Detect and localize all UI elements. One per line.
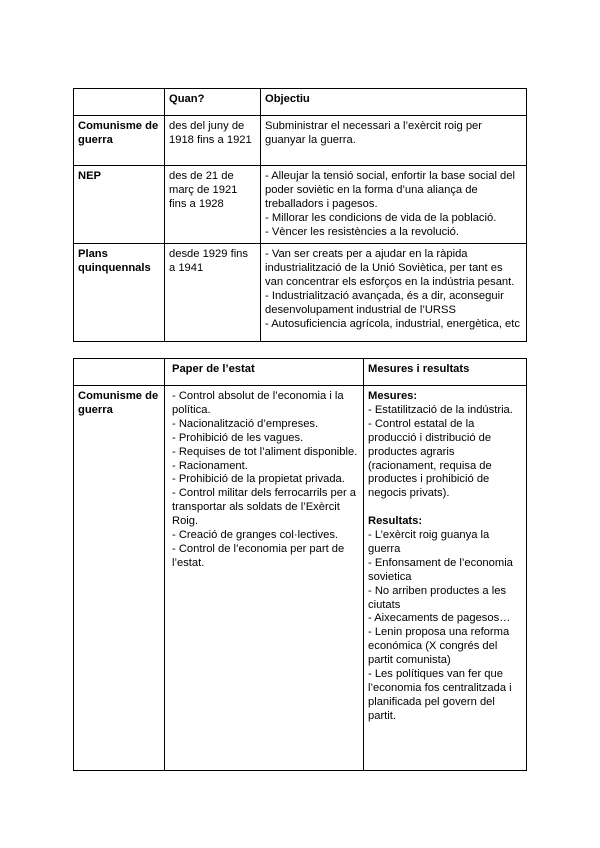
objective-line: - Millorar les condicions de vida de la població. [265, 211, 497, 224]
row-when: des de 21 de març de 1921 fins a 1928 [165, 166, 261, 244]
results-title: Resultats: [368, 515, 423, 528]
table-header-row [74, 359, 527, 386]
table-periods [73, 88, 527, 342]
result-line: - No arriben productes a les ciutats [368, 584, 507, 611]
row-measures-results [364, 386, 527, 771]
result-line: - Lenin proposa una reforma económica (X congrés del partit comunista) [368, 626, 510, 667]
objective-line: - Vèncer les resistències a la revolució. [265, 225, 460, 238]
role-line: - Requises de tot l’aliment disponible. [172, 445, 358, 458]
row-state-role [165, 386, 364, 771]
objective-line: - Autosuficiencia agrícola, industrial, energètica, etc [265, 317, 520, 330]
table-row [74, 244, 527, 342]
row-when: desde 1929 fins a 1941 [165, 244, 261, 342]
spacer [368, 501, 522, 515]
row-label: Plans quinquennals [74, 244, 165, 342]
role-line: - Prohibició de la propietat privada. [172, 473, 345, 486]
role-line: - Prohibició de les vagues. [172, 431, 304, 444]
table-state-role [73, 358, 527, 771]
row-objective [261, 116, 527, 166]
objective-line: Subministrar el necessari a l’exèrcit roig per guanyar la guerra. [265, 120, 482, 146]
row-when: des del juny de 1918 fins a 1921 [165, 116, 261, 166]
result-line: - Enfonsament de l’economia sovietica [368, 556, 513, 583]
row-objective [261, 166, 527, 244]
role-line: - Racionament. [172, 459, 248, 472]
table-row [74, 386, 527, 771]
header-empty [74, 89, 165, 116]
role-line: - Creació de granges col·lectives. [172, 529, 339, 542]
header-when: Quan? [165, 89, 261, 116]
row-label: Comunisme de guerra [74, 386, 165, 771]
header-empty [74, 359, 165, 386]
role-line: - Nacionalització d’empreses. [172, 417, 319, 430]
row-label: Comunisme de guerra [74, 116, 165, 166]
row-objective [261, 244, 527, 342]
table-row [74, 116, 527, 166]
role-line: - Control de l’economia per part de l’estat. [172, 542, 345, 569]
measures-title: Mesures: [368, 390, 418, 402]
header-objective: Objectiu [261, 89, 527, 116]
objective-line: - Van ser creats per a ajudar en la ràpida industrialització de la Unió Soviètica, per tant es van concentrar els esforços en la indústria pesant. [265, 248, 515, 288]
measure-line: - Control estatal de la producció i distribució de productes agraris (racionament, requisa de productes i prohibició de negocis privats). [368, 417, 492, 500]
objective-line: - Alleujar la tensió social, enfortir la base social del poder soviètic en la forma d’una aliança de treballadors i pagesos. [265, 170, 515, 210]
table-header-row [74, 89, 527, 116]
role-line: - Control absolut de l’economia i la política. [172, 390, 344, 416]
objective-line: - Industrialització avançada, és a dir, aconseguir desenvolupament industrial de l’URSS [265, 289, 504, 316]
result-line: - Les polítiques van fer que l’economia fos centralitzada i planificada pel govern del partit. [368, 668, 512, 722]
header-state-role: Paper de l’estat [165, 359, 364, 386]
header-measures-results: Mesures i resultats [364, 359, 527, 386]
measure-line: - Estatilització de la indústria. [368, 403, 513, 416]
role-line: - Control militar dels ferrocarrils per a transportar als soldats de l’Exèrcit Roig. [172, 487, 357, 528]
result-line: - L’exèrcit roig guanya la guerra [368, 529, 490, 555]
result-line: - Aixecaments de pagesos… [368, 612, 511, 625]
row-label: NEP [74, 166, 165, 244]
table-row [74, 166, 527, 244]
